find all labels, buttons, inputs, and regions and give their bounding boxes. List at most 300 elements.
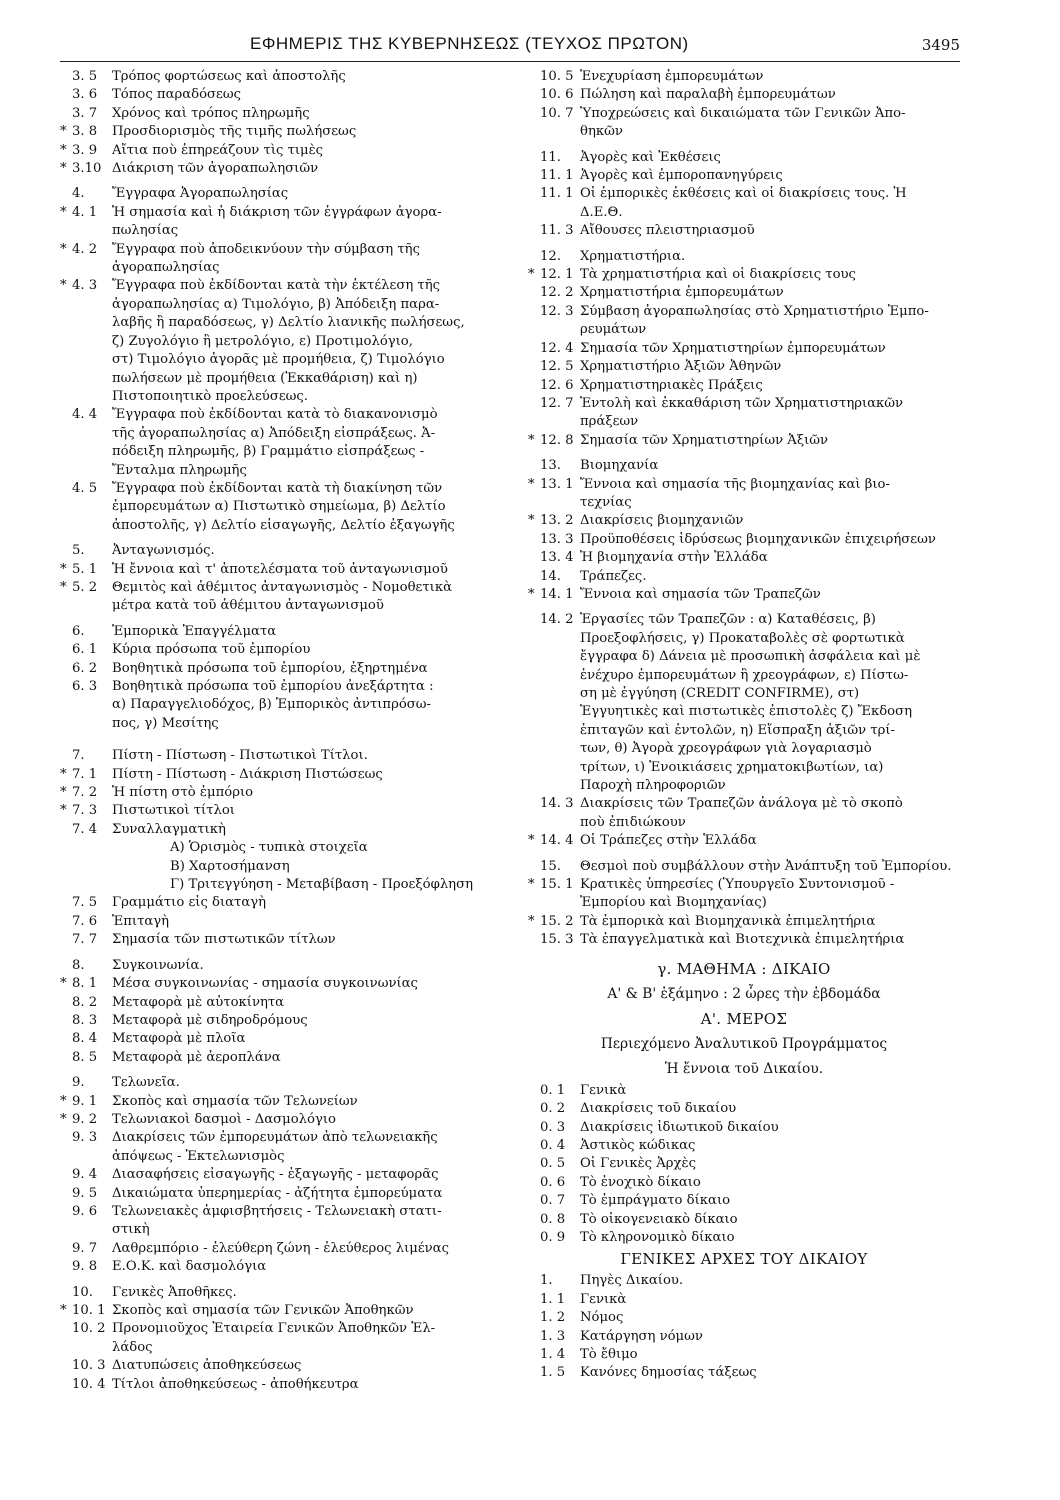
toc-entry (528, 476, 960, 494)
entry-text: Πίστη - Πίστωση - Πιστωτικοὶ Τίτλοι. (112, 748, 368, 764)
entry-number: 15. 1 (540, 877, 574, 893)
toc-entry (60, 1302, 515, 1320)
toc-entry (60, 105, 515, 123)
toc-entry (528, 795, 960, 813)
asterisk-marker: * (60, 161, 67, 177)
entry-number: 9. (72, 1075, 85, 1091)
entry-number: 9. 2 (72, 1111, 98, 1127)
entry-number: 0. 6 (540, 1174, 566, 1190)
toc-entry (528, 1119, 960, 1137)
spacer (528, 241, 960, 248)
asterisk-marker: * (528, 432, 535, 448)
toc-entry (528, 1174, 960, 1192)
asterisk-marker: * (60, 561, 67, 577)
toc-entry (60, 160, 515, 178)
toc-entry (528, 266, 960, 284)
entry-text: Σκοπὸς καὶ σημασία τῶν Γενικῶν Ἀποθηκῶν (112, 1303, 414, 1318)
left-column (60, 68, 515, 1394)
toc-entry (528, 1192, 960, 1210)
entry-number: 15. 3 (540, 932, 574, 948)
entry-text: Συγκοινωνία. (112, 957, 204, 973)
entry-text: Οἱ ἐμπορικὲς ἐκθέσεις καὶ οἱ διακρίσεις τους. Ἡ (580, 186, 907, 202)
entry-number: 10. 1 (72, 1303, 106, 1318)
entry-number: 11. 1 (540, 168, 574, 184)
entry-text: Τὸ ἐνοχικὸ δίκαιο (580, 1174, 701, 1190)
entry-text: Ἔγγραφα ποὺ ἐκδίδονται κατὰ τὴ διακίνηση τῶν (112, 480, 443, 496)
entry-text: Διατυπώσεις ἀποθηκεύσεως (112, 1358, 302, 1374)
entry-continuation: θηκῶν (580, 124, 623, 140)
entry-number: 13. 1 (540, 476, 574, 492)
entry-text: Τὸ οἰκογενειακὸ δίκαιο (580, 1211, 738, 1227)
entry-continuation: Ἔνταλμα πληρωμῆς (112, 462, 247, 478)
entry-number: 11. 3 (540, 223, 574, 239)
toc-entry (60, 406, 515, 424)
entry-number: 14. 2 (540, 612, 574, 628)
toc-entry (60, 641, 515, 659)
entry-text: Ἀγορὲς καὶ ἐμποροπανηγύρεις (580, 168, 783, 184)
entry-number: 12. 8 (540, 432, 574, 448)
entry-text: Συναλλαγματικὴ (112, 821, 226, 837)
toc-entry (528, 1137, 960, 1155)
toc-entry (60, 204, 515, 222)
entry-number: 0. 1 (540, 1082, 566, 1098)
asterisk-marker: * (528, 267, 535, 283)
entry-number: 10. 4 (72, 1376, 106, 1392)
entry-number: 13. 2 (540, 513, 574, 529)
toc-entry (60, 1284, 515, 1302)
toc-entry (60, 1166, 515, 1184)
entry-number: 4. 5 (72, 480, 98, 496)
toc-entry (528, 568, 960, 586)
toc-entry (528, 931, 960, 949)
toc-entry (60, 123, 515, 141)
toc-entry (60, 561, 515, 579)
entry-number: 1. 4 (540, 1346, 566, 1362)
entry-continuation: Παροχὴ πληροφοριῶν (580, 778, 726, 794)
entry-text: Οἱ Γενικὲς Ἀρχὲς (580, 1156, 696, 1172)
asterisk-marker: * (60, 976, 67, 992)
toc-entry (60, 660, 515, 678)
entry-text: Ἔγγραφα ποὺ ἐκδίδονται κατὰ τὸ διακανονισμὸ (112, 407, 438, 423)
toc-entry (60, 766, 515, 784)
entry-continuation: Ἐγγυητικὲς καὶ πιστωτικὲς ἐπιστολὲς ζ) Ἔκδοση (580, 704, 913, 720)
entry-text: Τελωνιακοὶ δασμοὶ - Δασμολόγιο (112, 1111, 336, 1127)
spacer (60, 1067, 515, 1074)
entry-text: Προϋποθέσεις ἱδρύσεως βιομηχανικῶν ἐπιχειρήσεων (580, 531, 936, 547)
entry-continuation: τεχνίας (580, 494, 632, 510)
entry-number: 5. 2 (72, 579, 98, 595)
entry-number: 7. 6 (72, 913, 98, 929)
entry-text: Αἴτια ποὺ ἐπηρεάζουν τὶς τιμὲς (112, 142, 324, 158)
entry-number: 4. 1 (72, 204, 98, 220)
toc-entry (60, 678, 515, 696)
entry-text: Ἡ ἔννοια καὶ τ' ἀποτελέσματα τοῦ ἀνταγωνισμοῦ (112, 561, 448, 577)
spacer (60, 733, 515, 740)
entry-continuation: Ἐμπορίου καὶ Βιομηχανίας) (580, 895, 767, 911)
section-heading: Α'. ΜΕΡΟΣ (700, 1009, 788, 1028)
entry-text: Πίστη - Πίστωση - Διάκριση Πιστώσεως (112, 766, 383, 782)
entry-text: Διακρίσεις ἰδιωτικοῦ δικαίου (580, 1119, 779, 1135)
entry-text: Ἐνεχυρίαση ἐμπορευμάτων (580, 69, 764, 84)
entry-number: 0. 7 (540, 1193, 566, 1209)
entry-number: 8. 5 (72, 1049, 98, 1065)
toc-entry (528, 1364, 960, 1382)
toc-entry (528, 1229, 960, 1247)
entry-continuation: στ) Τιμολόγιο ἀγορᾶς μὲ προμήθεια, ζ) Τιμολόγιο (112, 352, 445, 368)
entry-continuation: πόδειξη πληρωμῆς, β) Γραμμάτιο εἰσπράξεως - (112, 444, 425, 460)
asterisk-marker: * (60, 766, 67, 782)
spacer (60, 1277, 515, 1284)
toc-entry (528, 185, 960, 203)
toc-entry (528, 222, 960, 240)
entry-number: 9. 5 (72, 1185, 98, 1201)
entry-text: Πώληση καὶ παραλαβὴ ἐμπορευμάτων (580, 87, 836, 103)
entry-number: 12. 6 (540, 377, 574, 393)
toc-entry (528, 1291, 960, 1309)
entry-text: Γενικὲς Ἀποθῆκες. (112, 1284, 237, 1300)
entry-text: Θεμιτὸς καὶ ἀθέμιτος ἀνταγωνισμὸς - Νομοθετικὰ (112, 579, 452, 595)
entry-text: Ἔγγραφα Ἀγοραπωλησίας (112, 186, 289, 202)
header-rule (60, 61, 960, 62)
toc-entry (60, 957, 515, 975)
toc-entry (528, 913, 960, 931)
asterisk-marker: * (60, 142, 67, 158)
entry-number: 0. 4 (540, 1137, 566, 1153)
asterisk-marker: * (528, 913, 535, 929)
toc-entry (528, 457, 960, 475)
right-column (528, 68, 960, 1383)
entry-text: Χρόνος καὶ τρόπος πληρωμῆς (112, 105, 310, 121)
entry-text: Οἱ Τράπεζες στὴν Ἑλλάδα (580, 833, 757, 849)
entry-text: Ἀγορὲς καὶ Ἐκθέσεις (580, 149, 721, 165)
entry-number: 8. (72, 957, 85, 973)
entry-text: Λαθρεμπόριο - ἐλεύθερη ζώνη - ἐλεύθερος λιμένας (112, 1240, 449, 1256)
entry-continuation: πος, γ) Μεσίτης (112, 715, 219, 731)
toc-entry (60, 86, 515, 104)
entry-continuation: α) Παραγγελιοδόχος, β) Ἐμπορικὸς ἀντιπρόσω- (112, 697, 431, 713)
entry-text: Διάκριση τῶν ἀγοραπωλησιῶν (112, 161, 319, 177)
entry-number: 0. 8 (540, 1211, 566, 1227)
entry-text: Κατάργηση νόμων (580, 1328, 703, 1344)
entry-number: 12. 4 (540, 340, 574, 356)
entry-text: Πιστωτικοὶ τίτλοι (112, 803, 235, 819)
entry-continuation: τρίτων, ι) Ἐνοικιάσεις χρηματοκιβωτίων, ια) (580, 759, 884, 775)
gazette-title: ΕΦΗΜΕΡΙΣ ΤΗΣ ΚΥΒΕΡΝΗΣΕΩΣ (ΤΕΥΧΟΣ ΠΡΩΤΟΝ) (250, 34, 689, 53)
toc-entry (528, 395, 960, 413)
entry-number: 3.10 (72, 161, 102, 177)
entry-number: 10. 5 (540, 69, 574, 84)
toc-entry (528, 549, 960, 567)
entry-text: Μεταφορὰ μὲ ἀεροπλάνα (112, 1049, 281, 1065)
entry-number: 4. 2 (72, 241, 98, 257)
asterisk-marker: * (60, 1111, 67, 1127)
toc-entry (528, 1272, 960, 1290)
toc-entry (60, 277, 515, 295)
entry-continuation: ἀπόψεως - Ἐκτελωνισμὸς (112, 1148, 285, 1164)
toc-entry (60, 931, 515, 949)
entry-text: Ἀνταγωνισμός. (112, 543, 215, 559)
entry-continuation: πωλησίας (112, 223, 179, 239)
toc-entry (60, 1012, 515, 1030)
entry-text: Τὰ ἐμπορικὰ καὶ Βιομηχανικὰ ἐπιμελητήρια (580, 913, 876, 929)
entry-text: Διακρίσεις τοῦ δικαίου (580, 1101, 737, 1117)
toc-entry (60, 747, 515, 765)
entry-number: 5. 1 (72, 561, 98, 577)
entry-text: Διακρίσεις τῶν Τραπεζῶν ἀνάλογα μὲ τὸ σκοπὸ (580, 796, 903, 812)
entry-text: Προνομιοῦχος Ἑταιρεία Γενικῶν Ἀποθηκῶν Ἑλ- (112, 1321, 436, 1337)
entry-number: 15. 2 (540, 913, 574, 929)
asterisk-marker: * (60, 803, 67, 819)
entry-continuation: Δ.Ε.Θ. (580, 204, 623, 220)
spacer (60, 616, 515, 623)
entry-text: Ἔγγραφα ποὺ ἀποδεικνύουν τὴν σύμβαση τῆς (112, 241, 420, 257)
spacer (528, 450, 960, 457)
toc-entry (60, 1030, 515, 1048)
asterisk-marker: * (60, 1093, 67, 1109)
entry-continuation: ζ) Ζυγολόγιο ἢ μετρολόγιο, ε) Προτιμολόγιο, (112, 333, 413, 349)
toc-entry (60, 241, 515, 259)
entry-number: 9. 7 (72, 1240, 98, 1256)
entry-text: Βοηθητικὰ πρόσωπα τοῦ ἐμπορίου, ἐξηρτημένα (112, 660, 428, 676)
entry-number: 3. 9 (72, 142, 98, 158)
entry-continuation: Πιστοποιητικὸ προελεύσεως. (112, 388, 308, 404)
entry-number: 3. 8 (72, 124, 98, 140)
toc-entry (60, 1240, 515, 1258)
asterisk-marker: * (60, 1303, 67, 1318)
toc-entry (60, 1320, 515, 1338)
toc-entry (528, 303, 960, 321)
sub-item: Α) Ὁρισμὸς - τυπικὰ στοιχεῖα (170, 840, 368, 856)
entry-number: 3. 5 (72, 69, 98, 84)
toc-entry (60, 821, 515, 839)
toc-entry (60, 480, 515, 498)
entry-continuation: ρευμάτων (580, 322, 647, 338)
entry-text: Πηγὲς Δικαίου. (580, 1273, 684, 1289)
asterisk-marker: * (60, 241, 67, 257)
entry-number: 10. 7 (540, 105, 574, 121)
entry-text: Τράπεζες. (580, 568, 647, 584)
entry-text: Νόμος (580, 1310, 624, 1326)
entry-continuation: ἐνέχυρο ἐμπορευμάτων ἢ χρεογράφων, ε) Πίστω- (580, 667, 909, 683)
spacer (60, 535, 515, 542)
entry-text: Βοηθητικὰ πρόσωπα τοῦ ἐμπορίου ἀνεξάρτητα : (112, 679, 434, 694)
entry-text: Τελωνεῖα. (112, 1075, 180, 1091)
asterisk-marker: * (528, 586, 535, 602)
toc-entry (528, 358, 960, 376)
toc-entry (528, 1211, 960, 1229)
entry-text: Σημασία τῶν πιστωτικῶν τίτλων (112, 932, 336, 948)
entry-number: 9. 3 (72, 1130, 98, 1146)
toc-entry (60, 623, 515, 641)
entry-text: Κανόνες δημοσίας τάξεως (580, 1365, 757, 1381)
asterisk-marker: * (60, 204, 67, 220)
entry-number: 12. 7 (540, 395, 574, 411)
toc-entry (60, 1357, 515, 1375)
entry-number: 10. 2 (72, 1321, 106, 1337)
entry-text: Μεταφορὰ μὲ σιδηροδρόμους (112, 1012, 308, 1028)
entry-number: 10. 3 (72, 1358, 106, 1374)
entry-number: 8. 1 (72, 976, 98, 992)
entry-text: Τὸ ἐμπράγματο δίκαιο (580, 1193, 731, 1209)
entry-number: 0. 5 (540, 1156, 566, 1172)
entry-number: 4. 4 (72, 407, 98, 423)
entry-number: 9. 8 (72, 1259, 98, 1275)
section-heading: Ἡ ἔννοια τοῦ Δικαίου. (664, 1060, 824, 1077)
entry-text: Χρηματιστήρια. (580, 248, 686, 264)
entry-number: 1. 3 (540, 1328, 566, 1344)
entry-number: 7. 2 (72, 785, 98, 801)
entry-text: Σημασία τῶν Χρηματιστηρίων Ἀξιῶν (580, 432, 829, 448)
entry-number: 0. 2 (540, 1101, 566, 1117)
toc-entry (60, 1049, 515, 1067)
spacer (528, 851, 960, 858)
asterisk-marker: * (60, 124, 67, 140)
entry-number: 9. 6 (72, 1203, 98, 1219)
spacer (528, 950, 960, 957)
entry-number: 10. (72, 1284, 93, 1300)
entry-number: 1. 2 (540, 1310, 566, 1326)
toc-entry (60, 579, 515, 597)
spacer (528, 604, 960, 611)
entry-continuation: ἀποστολῆς, γ) Δελτίο εἰσαγωγῆς, Δελτίο ἐξαγωγῆς (112, 517, 455, 533)
page-header (60, 34, 960, 64)
entry-number: 3. 7 (72, 105, 98, 121)
toc-entry (60, 1093, 515, 1111)
entry-number: 7. 4 (72, 821, 98, 837)
entry-number: 6. (72, 623, 85, 639)
entry-text: Γενικὰ (580, 1082, 627, 1098)
entry-text: Τρόπος φορτώσεως καὶ ἀποστολῆς (112, 69, 346, 84)
toc-entry (60, 1203, 515, 1221)
spacer (60, 950, 515, 957)
entry-text: Τίτλοι ἀποθηκεύσεως - ἀποθήκευτρα (112, 1376, 359, 1392)
entry-number: 13. 3 (540, 531, 574, 547)
toc-entry (60, 1258, 515, 1276)
entry-number: 14. (540, 568, 561, 584)
section-heading: γ. ΜΑΘΗΜΑ : ΔΙΚΑΙΟ (657, 959, 831, 978)
entry-text: Διασαφήσεις εἰσαγωγῆς - ἐξαγωγῆς - μεταφορᾶς (112, 1167, 439, 1183)
toc-entry (528, 149, 960, 167)
entry-text: Ε.Ο.Κ. καὶ δασμολόγια (112, 1259, 267, 1275)
entry-text: Ἀστικὸς κώδικας (580, 1137, 696, 1153)
toc-entry (528, 1100, 960, 1118)
entry-continuation: ἀγοραπωλησίας α) Τιμολόγιο, β) Ἀπόδειξη παρα- (112, 296, 440, 312)
entry-number: 7. 1 (72, 766, 98, 782)
entry-text: Ἔννοια καὶ σημασία τῆς βιομηχανίας καὶ βιο- (580, 476, 890, 492)
entry-text: Ἡ πίστη στὸ ἐμπόριο (112, 785, 254, 801)
asterisk-marker: * (528, 833, 535, 849)
entry-continuation: πωλήσεων μὲ προμήθεια (Ἐκκαθάριση) καὶ η) (112, 370, 418, 386)
toc-entry (528, 512, 960, 530)
entry-continuation: Προεξοφλήσεις, γ) Προκαταβολὲς σὲ φορτωτικὰ (580, 630, 905, 646)
entry-number: 12. 5 (540, 359, 574, 375)
entry-text: Ἐργασίες τῶν Τραπεζῶν : α) Καταθέσεις, β) (580, 612, 876, 628)
entry-number: 12. 3 (540, 303, 574, 319)
section-heading: Περιεχόμενο Ἀναλυτικοῦ Προγράμματος (600, 1035, 888, 1052)
sub-item: Γ) Τριτεγγύηση - Μεταβίβαση - Προεξόφληση (170, 877, 473, 893)
entry-text: Χρηματιστηριακὲς Πράξεις (580, 377, 763, 393)
entry-number: 14. 1 (540, 586, 574, 602)
entry-number: 4. (72, 186, 85, 202)
toc-entry (528, 68, 960, 86)
entry-text: Μεταφορὰ μὲ πλοῖα (112, 1031, 246, 1047)
asterisk-marker: * (528, 476, 535, 492)
entry-number: 10. 6 (540, 87, 574, 103)
toc-entry (528, 167, 960, 185)
entry-text: Κρατικὲς ὑπηρεσίες (Ὑπουργεῖο Συντονισμοῦ - (580, 877, 895, 893)
entry-text: Σημασία τῶν Χρηματιστηρίων ἐμπορευμάτων (580, 340, 886, 356)
entry-number: 3. 6 (72, 87, 98, 103)
entry-continuation: λάδος (112, 1339, 153, 1355)
entry-text: Τὸ κληρονομικὸ δίκαιο (580, 1229, 735, 1245)
asterisk-marker: * (60, 579, 67, 595)
asterisk-marker: * (528, 513, 535, 529)
entry-text: Τὰ ἐπαγγελματικὰ καὶ Βιοτεχνικὰ ἐπιμελητήρια (580, 932, 905, 948)
toc-entry (60, 802, 515, 820)
toc-entry (60, 542, 515, 560)
entry-number: 6. 2 (72, 660, 98, 676)
entry-number: 4. 3 (72, 278, 98, 294)
entry-number: 7. 5 (72, 895, 98, 911)
entry-text: Τελωνειακὲς ἀμφισβητήσεις - Τελωνειακὴ στατι- (112, 1203, 442, 1219)
entry-text: Σκοπὸς καὶ σημασία τῶν Τελωνείων (112, 1093, 358, 1109)
toc-entry (60, 913, 515, 931)
entry-text: Δικαιώματα ὑπερημερίας - ἀζήτητα ἐμπορεύματα (112, 1185, 443, 1201)
toc-entry (528, 832, 960, 850)
toc-entry (528, 531, 960, 549)
entry-text: Ἡ βιομηχανία στὴν Ἑλλάδα (580, 550, 768, 566)
toc-entry (60, 185, 515, 203)
toc-entry (60, 1376, 515, 1394)
entry-number: 8. 4 (72, 1031, 98, 1047)
entry-text: Αἴθουσες πλειστηριασμοῦ (580, 223, 755, 239)
toc-entry (528, 1082, 960, 1100)
entry-text: Χρηματιστήρια ἐμπορευμάτων (580, 285, 784, 301)
entry-text: Διακρίσεις βιομηχανιῶν (580, 513, 744, 529)
toc-entry (60, 142, 515, 160)
toc-entry (528, 611, 960, 629)
entry-text: Τὰ χρηματιστήρια καὶ οἱ διακρίσεις τους (580, 267, 856, 283)
toc-entry (528, 1309, 960, 1327)
entry-number: 13. (540, 458, 561, 474)
entry-number: 6. 1 (72, 642, 98, 658)
entry-number: 14. 3 (540, 796, 574, 812)
entry-number: 13. 4 (540, 550, 574, 566)
entry-text: Ὑποχρεώσεις καὶ δικαιώματα τῶν Γενικῶν Ἀπο- (580, 105, 906, 121)
asterisk-marker: * (60, 278, 67, 294)
entry-text: Θεσμοὶ ποὺ συμβάλλουν στὴν Ἀνάπτυξη τοῦ Ἐμπορίου. (580, 858, 952, 874)
asterisk-marker: * (60, 785, 67, 801)
entry-text: Γραμμάτιο εἰς διαταγὴ (112, 895, 267, 911)
toc-entry (528, 1346, 960, 1364)
entry-number: 0. 3 (540, 1119, 566, 1135)
entry-text: Προσδιορισμὸς τῆς τιμῆς πωλήσεως (112, 124, 357, 140)
entry-number: 9. 4 (72, 1167, 98, 1183)
entry-text: Γενικὰ (580, 1291, 627, 1307)
sub-item: Β) Χαρτοσήμανση (170, 858, 290, 874)
entry-continuation: λαβῆς ἢ παραδόσεως, γ) Δελτίο λιανικῆς πωλήσεως, (112, 315, 465, 331)
entry-continuation: ἀγοραπωλησίας (112, 260, 220, 276)
entry-number: 7. 3 (72, 803, 98, 819)
entry-number: 7. 7 (72, 932, 98, 948)
entry-text: Βιομηχανία (580, 458, 659, 474)
entry-continuation: πράξεων (580, 414, 639, 430)
entry-number: 12. 1 (540, 267, 574, 283)
entry-text: Ἔννοια καὶ σημασία τῶν Τραπεζῶν (580, 586, 821, 602)
section-heading: Α' & Β' ἑξάμηνο : 2 ὧρες τὴν ἑβδομάδα (607, 985, 881, 1002)
toc-entry (60, 994, 515, 1012)
toc-entry (528, 858, 960, 876)
